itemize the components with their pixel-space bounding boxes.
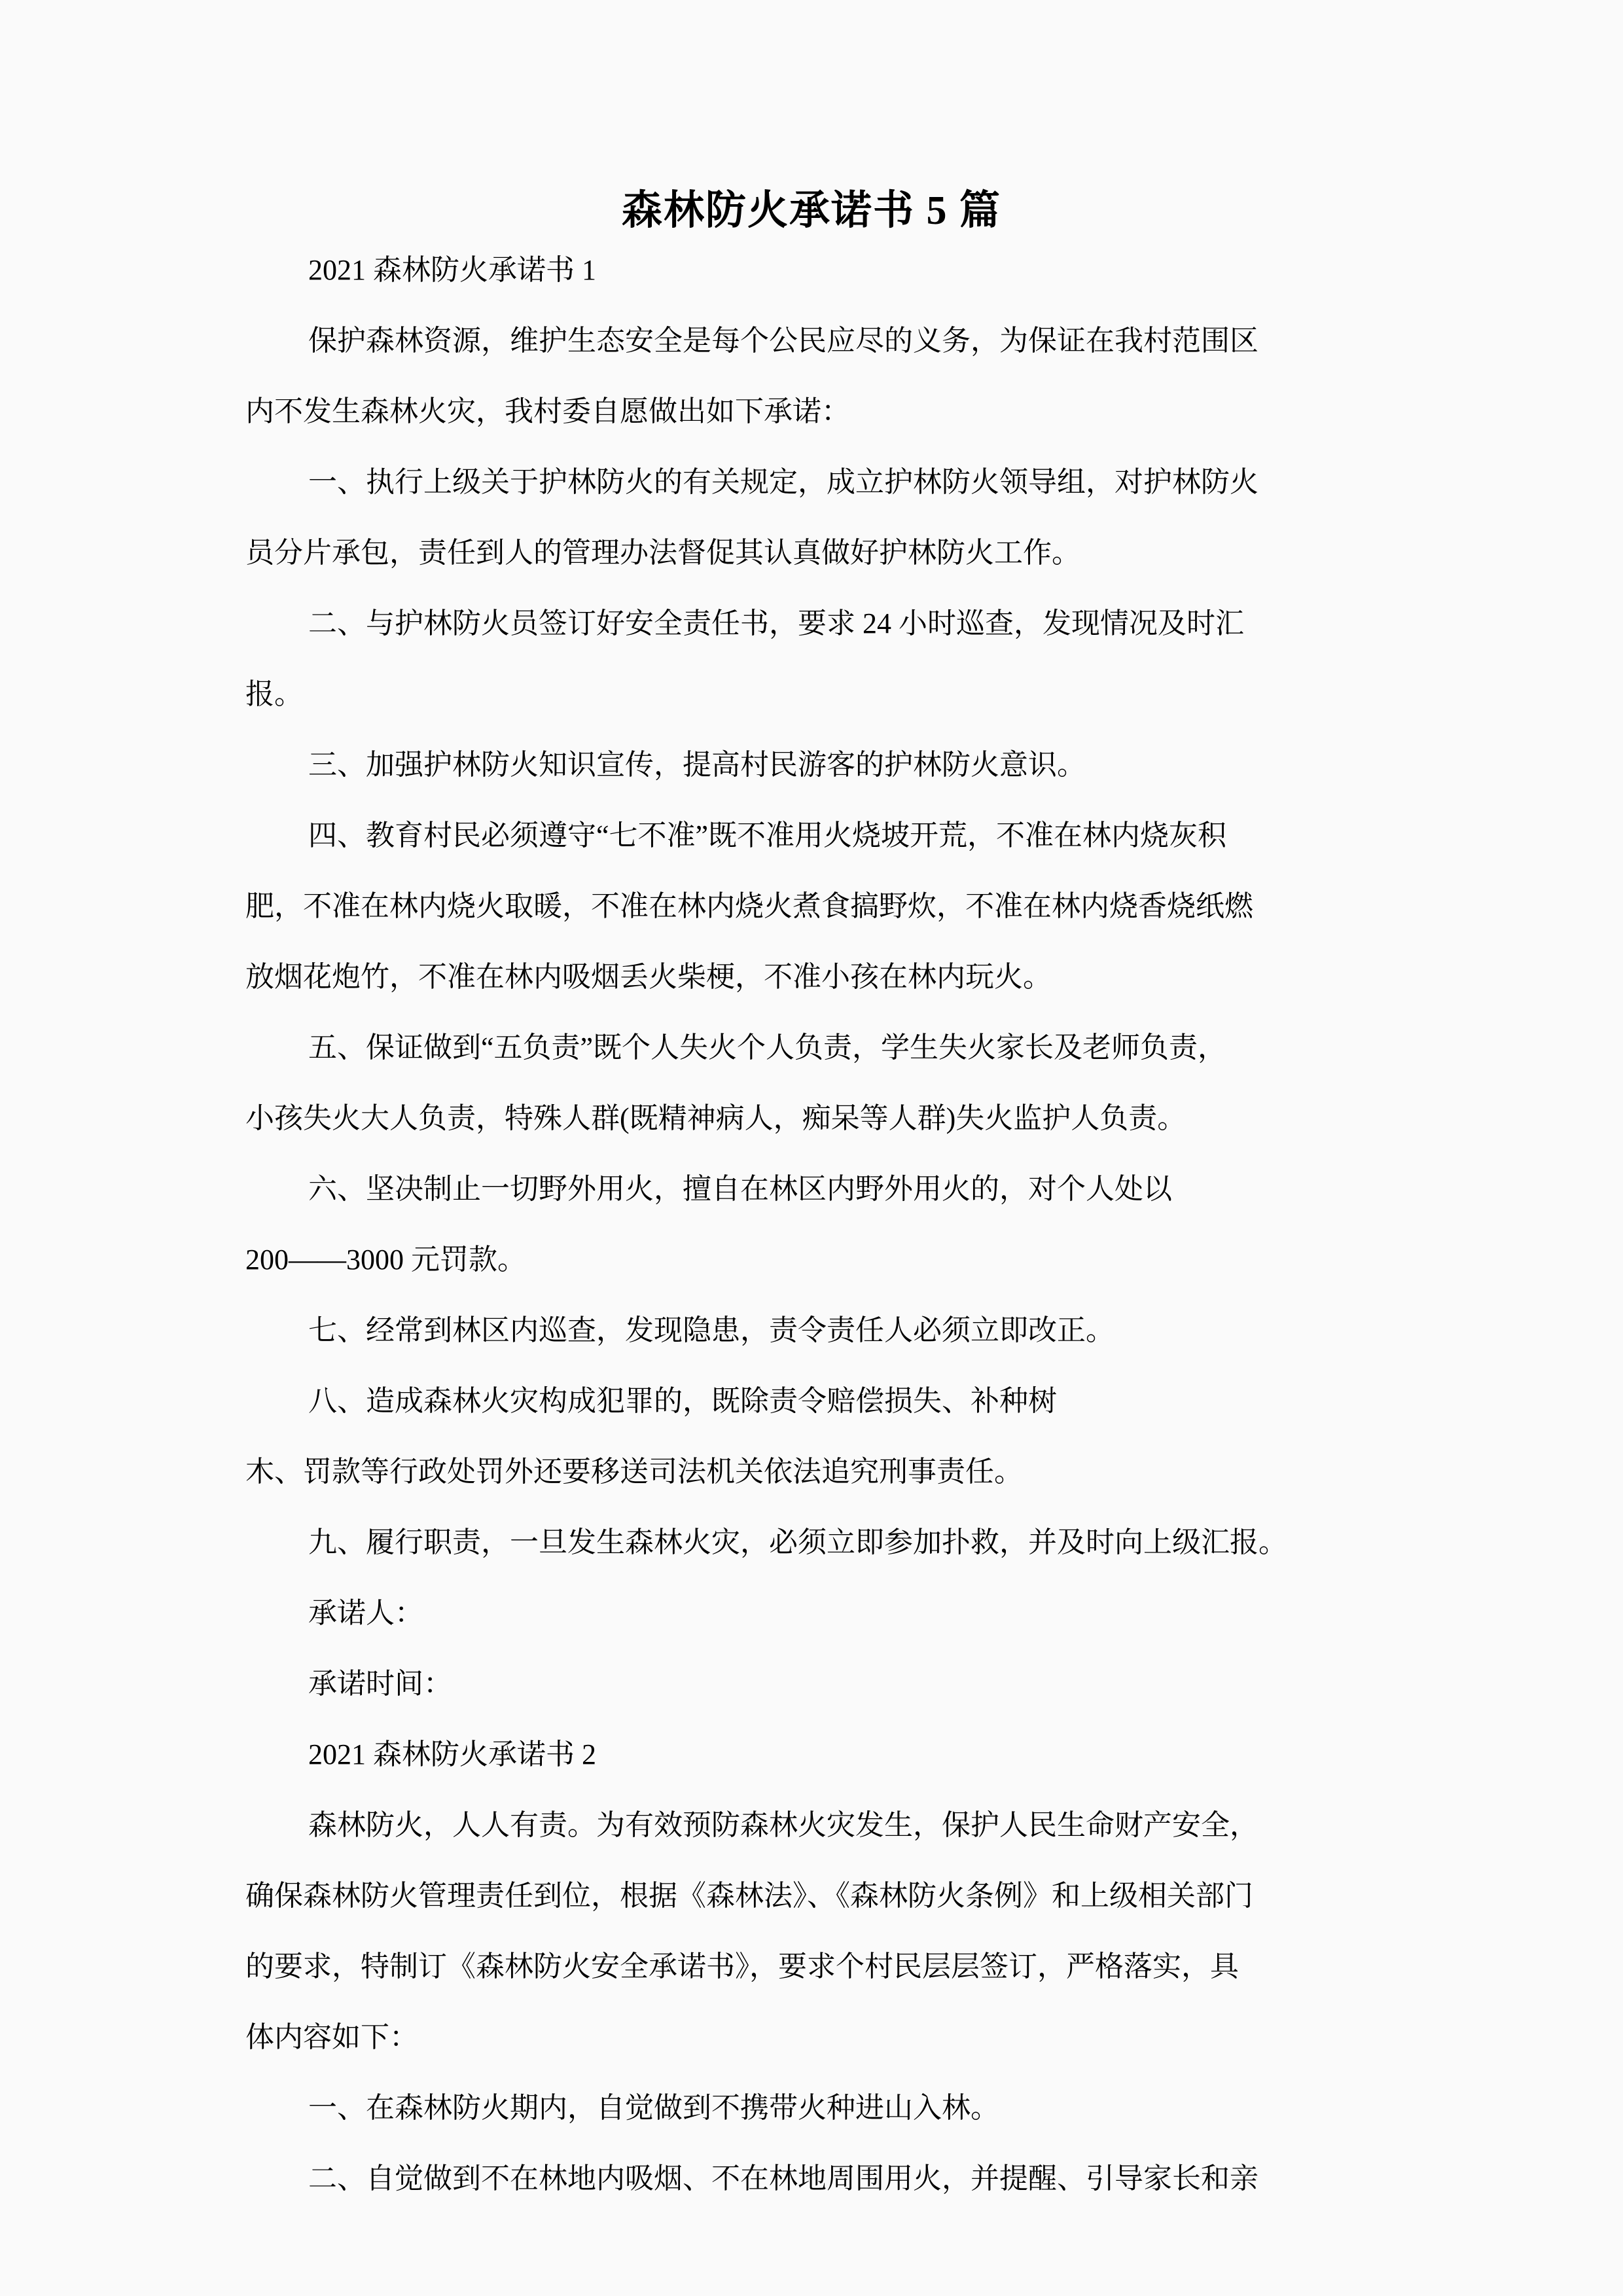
- text-line: 200——3000 元罚款。: [245, 1244, 526, 1276]
- text-line: 确保森林防火管理责任到位，根据《森林法》、《森林防火条例》和上级相关部门: [245, 1880, 1253, 1912]
- text-line: 八、造成森林火灾构成犯罪的，既除责令赔偿损失、补种树: [308, 1385, 1057, 1418]
- text-line: 六、坚决制止一切野外用火，擅自在林区内野外用火的，对个人处以: [308, 1173, 1172, 1206]
- text-line: 九、履行职责，一旦发生森林火灾，必须立即参加扑救，并及时向上级汇报。: [308, 1526, 1287, 1559]
- text-line: 二、与护林防火员签订好安全责任书，要求 24 小时巡查，发现情况及时汇: [308, 607, 1244, 640]
- text-line: 放烟花炮竹，不准在林内吸烟丢火柴梗，不准小孩在林内玩火。: [245, 961, 1052, 994]
- text-line: 四、教育村民必须遵守“七不准”既不准用火烧坡开荒，不准在林内烧灰积: [308, 819, 1227, 852]
- section-heading-2: 2021 森林防火承诺书 2: [308, 1738, 596, 1771]
- paragraph-item-6: [245, 1154, 1378, 1295]
- paragraph-item-10: [245, 1507, 1378, 1578]
- text-line: 五、保证做到“五负责”既个人失火个人负责，学生失火家长及老师负责，: [308, 1031, 1227, 1064]
- paragraph-item-4: [245, 800, 1378, 1013]
- text-line: 三、加强护林防火知识宣传，提高村民游客的护林防火意识。: [308, 749, 1086, 781]
- text-line: 保护森林资源，维护生态安全是每个公民应尽的义务，为保证在我村范围区: [308, 325, 1258, 357]
- text-line: 小孩失火大人负责，特殊人群(既精神病人，痴呆等人群)失火监护人负责。: [245, 1102, 1186, 1135]
- section-heading-1: 2021 森林防火承诺书 1: [308, 254, 596, 287]
- text-line: 一、在森林防火期内，自觉做到不携带火种进山入林。: [308, 2092, 999, 2125]
- text-line: 的要求，特制订《森林防火安全承诺书》，要求个村民层层签订，严格落实，具: [245, 1950, 1239, 1983]
- text-line: 肥，不准在林内烧火取暖，不准在林内烧火煮食搞野炊，不准在林内烧香烧纸燃: [245, 890, 1253, 923]
- sign-date-line: 承诺时间：: [308, 1668, 452, 1700]
- paragraph-item-3: [245, 730, 1378, 800]
- paragraph-item-5: [245, 1013, 1378, 1154]
- paragraph-item-8: [245, 1366, 1378, 1437]
- text-line: 二、自觉做到不在林地内吸烟、不在林地周围用火，并提醒、引导家长和亲: [308, 2162, 1258, 2195]
- paragraph-s2-item-2: [245, 2144, 1378, 2214]
- text-line: 内不发生森林火灾，我村委自愿做出如下承诺：: [245, 395, 850, 428]
- document-body: [245, 0, 1378, 2214]
- paragraph-intro-1: [245, 306, 1378, 447]
- paragraph-intro-2: [245, 1790, 1378, 2073]
- paragraph-item-1: [245, 447, 1378, 588]
- paragraph-s2-item-1: [245, 2073, 1378, 2144]
- text-line: 体内容如下：: [245, 2021, 418, 2054]
- paragraph-item-2: [245, 588, 1378, 730]
- text-line: 七、经常到林区内巡查，发现隐患，责令责任人必须立即改正。: [308, 1314, 1115, 1347]
- signer-line: 承诺人：: [308, 1597, 423, 1630]
- text-line: 一、执行上级关于护林防火的有关规定，成立护林防火领导组，对护林防火: [308, 466, 1258, 499]
- text-line: 员分片承包，责任到人的管理办法督促其认真做好护林防火工作。: [245, 537, 1080, 569]
- paragraph-item-7: [245, 1295, 1378, 1366]
- paragraph-item-9: [245, 1437, 1378, 1507]
- page-title: 森林防火承诺书 5 篇: [621, 188, 1001, 233]
- text-line: 木、罚款等行政处罚外还要移送司法机关依法追究刑事责任。: [245, 1456, 1023, 1488]
- text-line: 报。: [245, 678, 303, 711]
- text-line: 森林防火，人人有责。为有效预防森林火灾发生，保护人民生命财产安全，: [308, 1809, 1258, 1842]
